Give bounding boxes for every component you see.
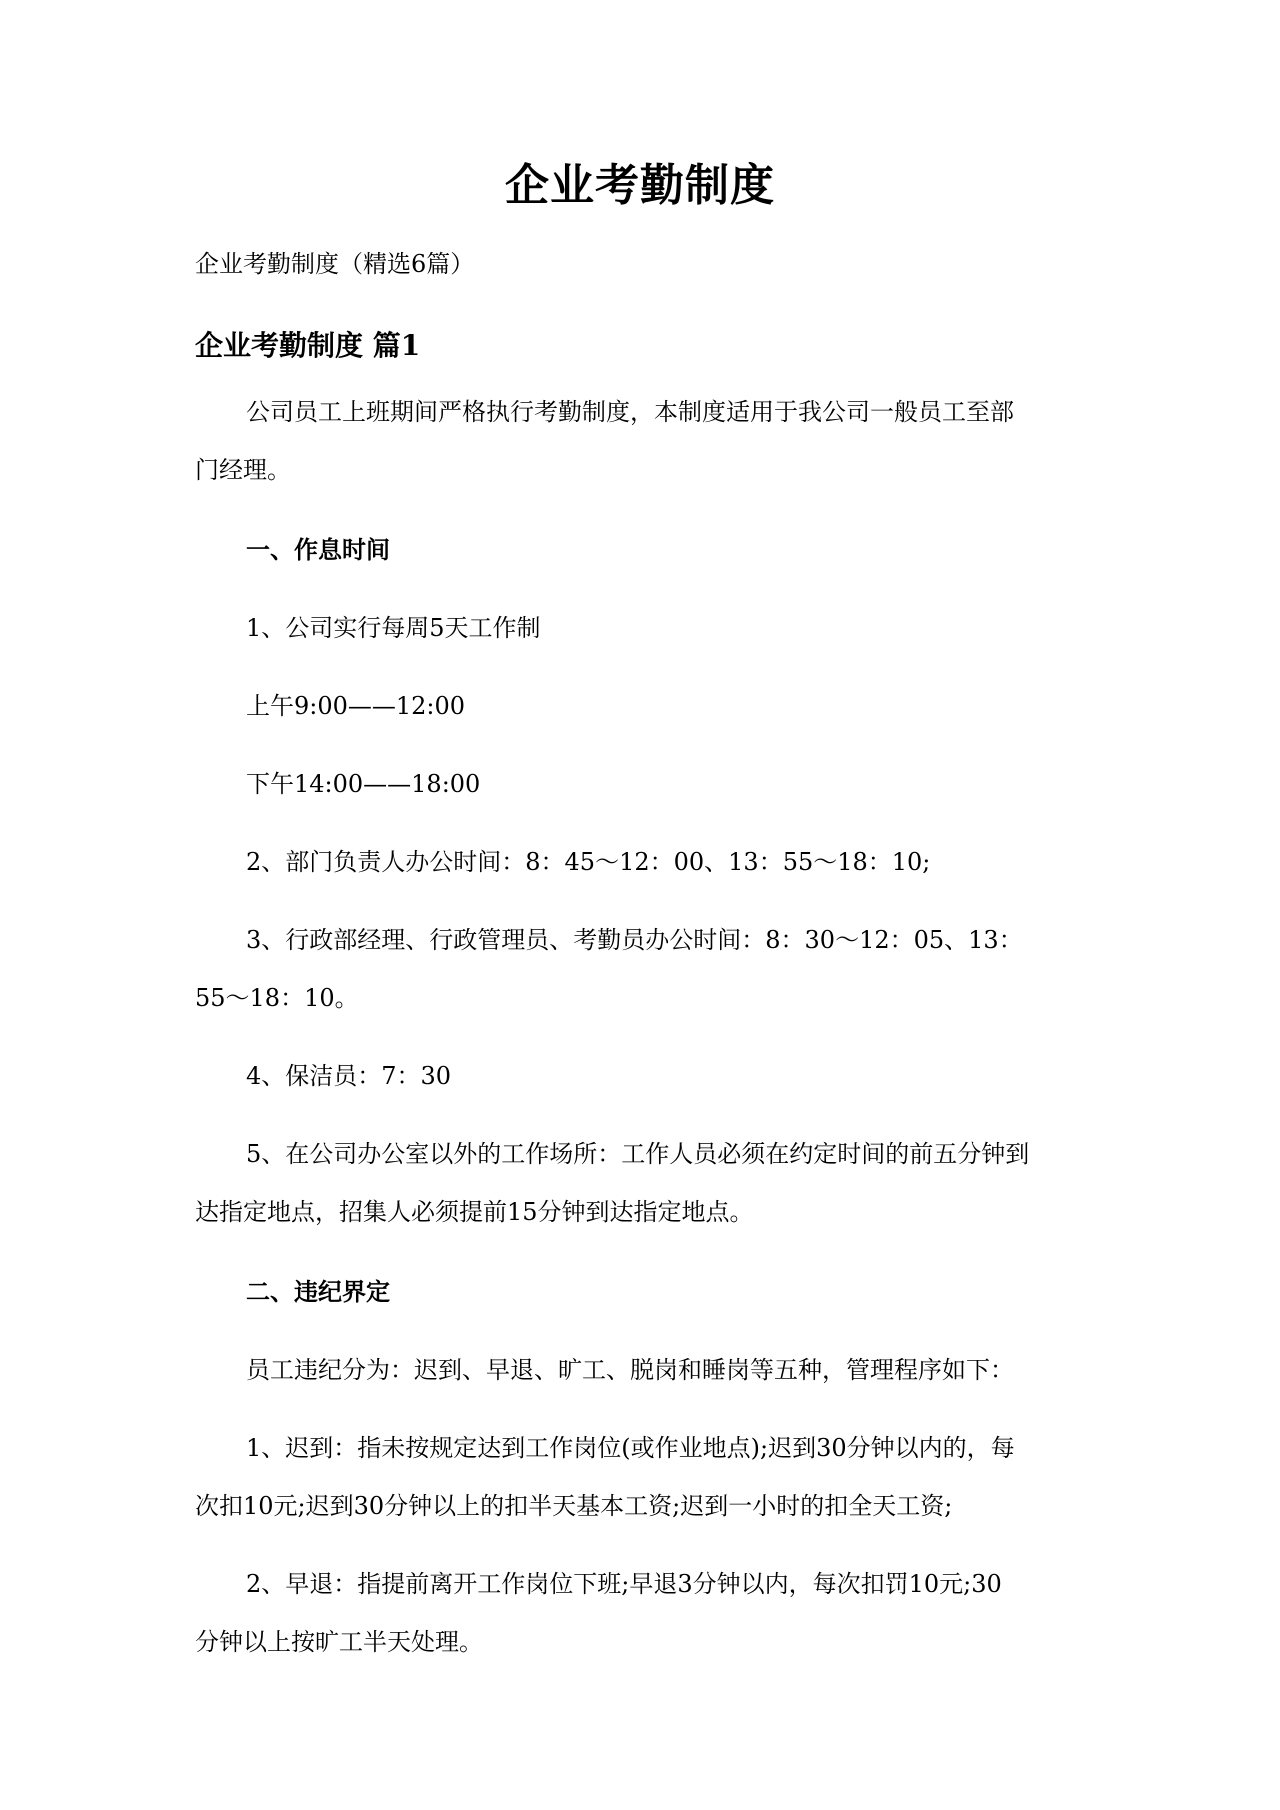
item-3-admin-hours-line-2: 55～18：10。: [195, 984, 359, 1012]
intro-paragraph-line-1: 公司员工上班期间严格执行考勤制度，本制度适用于我公司一般员工至部: [246, 398, 1014, 426]
section-heading: 企业考勤制度 篇1: [195, 329, 421, 362]
morning-hours: 上午9:00——12:00: [246, 692, 466, 720]
item-3-admin-hours-line-1: 3、行政部经理、行政管理员、考勤员办公时间：8：30～12：05、13：: [246, 926, 1023, 954]
early-leave-rule-line-1: 2、早退：指提前离开工作岗位下班;早退3分钟以内，每次扣罚10元;30: [246, 1570, 1002, 1598]
early-leave-rule-line-2: 分钟以上按旷工半天处理。: [195, 1628, 483, 1656]
heading-violations: 二、违纪界定: [246, 1277, 390, 1306]
item-4-cleaner-hours: 4、保洁员：7：30: [246, 1062, 452, 1090]
document-title: 企业考勤制度: [505, 160, 775, 211]
item-1-work-week: 1、公司实行每周5天工作制: [246, 614, 541, 642]
item-5-offsite-line-2: 达指定地点，招集人必须提前15分钟到达指定地点。: [195, 1198, 754, 1226]
late-rule-line-2: 次扣10元;迟到30分钟以上的扣半天基本工资;迟到一小时的扣全天工资;: [195, 1492, 953, 1520]
late-rule-line-1: 1、迟到：指未按规定达到工作岗位(或作业地点);迟到30分钟以内的，每: [246, 1434, 1015, 1462]
document-subtitle: 企业考勤制度（精选6篇）: [195, 250, 475, 278]
afternoon-hours: 下午14:00——18:00: [246, 770, 481, 798]
intro-paragraph-line-2: 门经理。: [195, 456, 291, 484]
item-5-offsite-line-1: 5、在公司办公室以外的工作场所：工作人员必须在约定时间的前五分钟到: [246, 1140, 1030, 1168]
violations-intro: 员工违纪分为：迟到、早退、旷工、脱岗和睡岗等五种，管理程序如下：: [246, 1356, 1014, 1384]
item-2-dept-head-hours: 2、部门负责人办公时间：8：45～12：00、13：55～18：10;: [246, 848, 931, 876]
heading-work-hours: 一、作息时间: [246, 535, 390, 564]
